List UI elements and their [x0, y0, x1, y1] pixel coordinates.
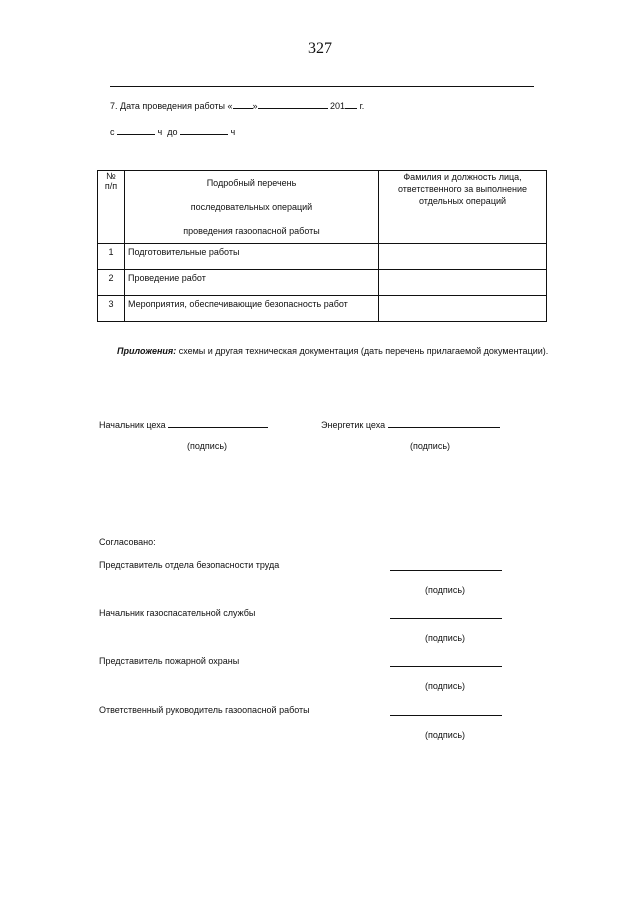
row-num: 3 [98, 296, 125, 322]
header-responsible-line1: Фамилия и должность лица, [403, 172, 522, 182]
shop-chief-title: Начальник цеха [99, 420, 166, 430]
table-row [98, 244, 547, 270]
header-rule [110, 86, 534, 87]
header-operations-line1: Подробный перечень [206, 178, 297, 188]
power-engineer-caption: (подпись) [410, 441, 451, 451]
time-line [110, 125, 235, 137]
shop-chief-line[interactable] [168, 418, 268, 428]
appendix-note [117, 346, 548, 356]
time-hour1: ч [157, 127, 163, 137]
appendix-label: Приложения: [117, 346, 177, 356]
approval-title: Согласовано: [99, 537, 156, 547]
power-engineer-title: Энергетик цеха [321, 420, 386, 430]
table-header-row [98, 171, 547, 244]
row-operation: Проведение работ [125, 270, 379, 296]
table-row [98, 296, 547, 322]
approver-signature-line[interactable] [390, 570, 502, 571]
year-suffix: г. [357, 101, 365, 111]
approver-label: Ответственный руководитель газоопасной работы [99, 705, 310, 715]
start-hour-blank[interactable] [117, 125, 155, 135]
year-blank[interactable] [345, 99, 357, 109]
approver-caption: (подпись) [425, 681, 466, 691]
approver-signature-line[interactable] [390, 618, 502, 619]
row-num: 2 [98, 270, 125, 296]
date-quote-close: » [252, 101, 258, 111]
approver-caption: (подпись) [425, 585, 466, 595]
day-blank[interactable] [233, 99, 253, 109]
approver-label: Представитель отдела безопасности труда [99, 560, 280, 570]
row-responsible-cell[interactable] [379, 296, 547, 322]
approver-caption: (подпись) [425, 730, 466, 740]
row-operation: Подготовительные работы [125, 244, 379, 270]
approver-signature-line[interactable] [390, 715, 502, 716]
approver-signature-line[interactable] [390, 666, 502, 667]
approver-caption: (подпись) [425, 633, 466, 643]
header-responsible-line3: отдельных операций [418, 196, 507, 206]
power-engineer-line[interactable] [388, 418, 500, 428]
month-blank[interactable] [258, 99, 328, 109]
time-hour2: ч [230, 127, 236, 137]
shop-chief-signature [99, 418, 268, 430]
row-responsible-cell[interactable] [379, 244, 547, 270]
appendix-text: схемы и другая техническая документация (дать перечень прилагаемой документации). [176, 346, 549, 356]
row-responsible-cell[interactable] [379, 270, 547, 296]
approver-label: Начальник газоспасательной службы [99, 608, 256, 618]
approver-label: Представитель пожарной охраны [99, 656, 240, 666]
time-to: до [167, 127, 178, 137]
end-hour-blank[interactable] [180, 125, 228, 135]
year-prefix: 201 [330, 101, 346, 111]
row-num: 1 [98, 244, 125, 270]
page-number: 327 [308, 40, 332, 57]
header-responsible-line2: ответственного за выполнение [398, 184, 527, 194]
date-line [110, 99, 364, 111]
table-row [98, 270, 547, 296]
header-operations [125, 171, 379, 244]
power-engineer-signature [321, 418, 500, 430]
shop-chief-caption: (подпись) [187, 441, 228, 451]
header-responsible [379, 171, 547, 244]
header-operations-line2: последовательных операций [190, 202, 313, 212]
row-operation: Мероприятия, обеспечивающие безопасность работ [125, 296, 379, 322]
header-num-line2: п/п [104, 181, 118, 191]
header-num-line1: № [106, 171, 116, 181]
header-operations-line3: проведения газоопасной работы [183, 226, 320, 236]
operations-table [97, 170, 547, 322]
date-label: 7. Дата проведения работы « [110, 101, 233, 111]
time-from: с [110, 127, 115, 137]
header-num [98, 171, 125, 244]
